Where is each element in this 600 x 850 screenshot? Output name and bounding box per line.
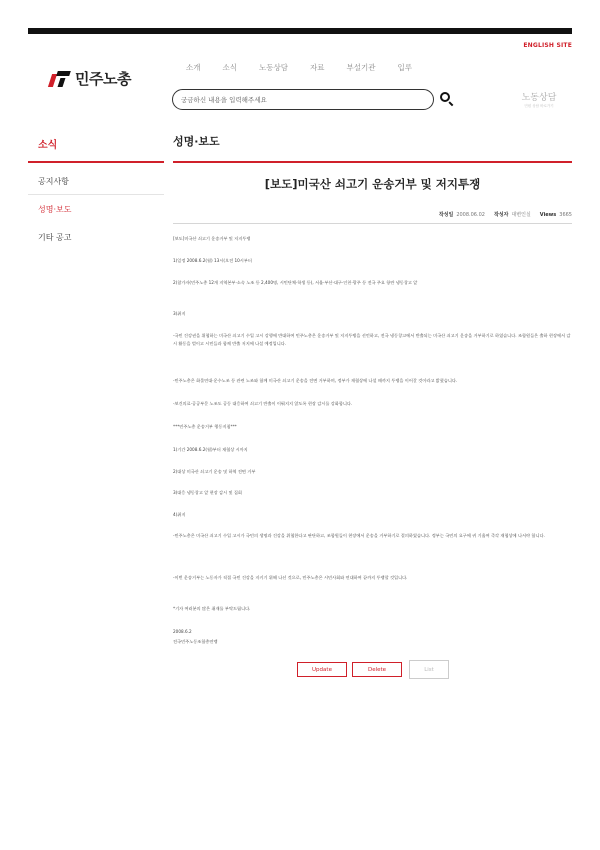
nav-item-affiliates[interactable]: 부설기관 [346, 63, 376, 72]
body-paragraph: -보건의료·공공부문 노조도 공동 대응하여 쇠고기 반출이 이뤄지지 않도록 현장 감시를 강화합니다. [173, 401, 353, 406]
nav-item-counsel[interactable]: 노동상담 [259, 63, 288, 72]
body-paragraph: 1)기간 2008.6.2(월)부터 재협상 시까지 [173, 447, 248, 452]
logo-text: 민주노총 [75, 70, 131, 88]
body-paragraph: -국민 건강권을 위협하는 미국산 쇠고기 수입 고시 강행에 반대하여 민주노총은 운송거부 및 저지투쟁을 선언하고, 전국 냉동창고에서 반출되는 미국산 쇠고기 운송을 거부하기로 하였습니다. 조합원들은 출하 현장에서 감시 활동을 벌이고 시민들과 함께 반출 저지에 나설 예정입니다. [173, 333, 571, 346]
search-input[interactable] [172, 89, 434, 110]
counsel-subtitle: 민원 상담 바로가기 [524, 104, 554, 108]
body-paragraph: *기자 여러분의 많은 취재를 부탁드립니다. [173, 606, 251, 611]
nav-item-join[interactable]: 입루 [397, 63, 412, 72]
post-title: [보도]미국산 쇠고기 운송거부 및 저지투쟁 [264, 177, 481, 191]
body-paragraph: 3)취지 [173, 311, 186, 316]
english-site-link[interactable]: ENGLISH SITE [523, 42, 572, 49]
body-paragraph: 1)일정 2008.6.2(월) 13시(오전 10시부터 [173, 258, 252, 263]
page-title: 성명·보도 [173, 135, 220, 148]
author-value: 대변인실 [511, 212, 531, 218]
nav-item-about[interactable]: 소개 [186, 63, 201, 72]
views-label: Views [539, 211, 557, 218]
top-bar [28, 28, 572, 34]
body-paragraph: 4)취지 [173, 512, 186, 517]
author-label: 작성자 [493, 212, 509, 218]
main-nav [186, 62, 434, 73]
body-paragraph: [보도]미국산 쇠고기 운송거부 및 저지투쟁 [173, 236, 251, 241]
body-paragraph: 3)대응 냉동창고 앞 현장 감시 및 집회 [173, 490, 242, 495]
views-value: 3665 [559, 211, 572, 218]
search-icon[interactable] [440, 92, 455, 107]
nav-item-archive[interactable]: 자료 [309, 63, 325, 72]
date-value: 2008.06.02 [456, 211, 485, 218]
sidebar-item-notice[interactable]: 공지사항 [38, 177, 69, 186]
body-paragraph: 2)참가자(민주노총 12개 지역본부·소속 노조 등 2,400명, 시민단체·학생 등), 서울·부산·대구·인천·광주 등 전국 주요 항만 냉동창고 앞 [173, 280, 418, 285]
update-button[interactable]: Update [297, 662, 347, 677]
counsel-title: 노동상담 [521, 93, 557, 103]
main-divider [173, 161, 572, 163]
meta-divider [173, 223, 572, 224]
body-paragraph: -민주노총은 화물연대·운수노조 등 관련 노조와 함께 미국산 쇠고기 운송을 전면 거부하며, 정부가 재협상에 나설 때까지 투쟁을 이어갈 것이라고 밝혔습니다. [173, 378, 458, 383]
logo-mark-icon [50, 71, 72, 87]
sidebar-menu [38, 176, 71, 260]
body-paragraph: ***민주노총 운송거부 행동지침*** [173, 424, 237, 429]
sidebar-item-other[interactable]: 기타 공고 [38, 233, 72, 242]
body-paragraph: -민주노총은 미국산 쇠고기 수입 고시가 국민의 생명과 건강을 위협한다고 판단하고, 조합원들이 현장에서 운송을 거부하기로 결의하였습니다. 정부는 국민의 요구에 귀 기울여 즉각 재협상에 나서야 합니다. [173, 533, 545, 538]
nav-item-news[interactable]: 소식 [222, 63, 237, 72]
post-meta [439, 211, 572, 218]
body-paragraph: 2)대상 미국산 쇠고기 운송 및 하역 전면 거부 [173, 469, 256, 474]
search-placeholder: 궁금하신 내용을 입력해주세요 [181, 96, 267, 104]
sidebar-item-statements[interactable]: 성명·보도 [38, 205, 72, 214]
body-paragraph: -이번 운송거부는 노동자가 직접 국민 건강을 지키기 위해 나선 것으로, 민주노총은 시민사회와 연대하여 끝까지 투쟁할 것입니다. [173, 575, 408, 580]
post-actions [297, 660, 449, 679]
body-paragraph: 전국민주노동조합총연맹 [173, 639, 218, 644]
date-label: 작성일 [438, 212, 454, 218]
body-paragraph: 2008.6.2 [173, 629, 192, 634]
delete-button[interactable]: Delete [352, 662, 402, 677]
counsel-link[interactable] [519, 90, 559, 109]
sidebar-title: 소식 [38, 140, 58, 151]
sidebar-divider [28, 161, 164, 163]
list-button[interactable]: List [409, 660, 449, 679]
logo[interactable] [50, 68, 131, 89]
